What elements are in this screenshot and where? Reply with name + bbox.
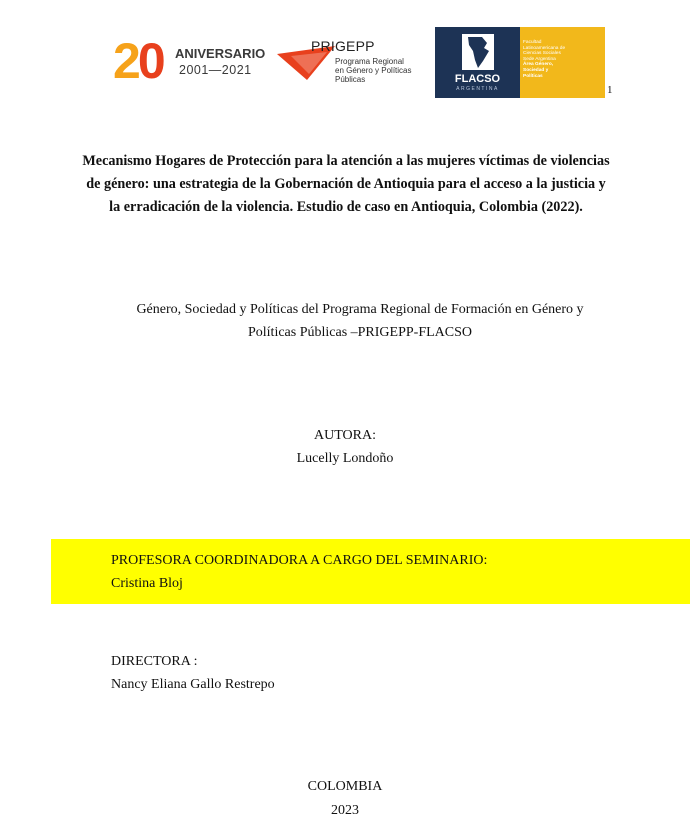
anniversary-logo [113,33,266,90]
coordinator-name: Cristina Bloj [111,576,183,591]
director-block [111,650,275,696]
logo-header [0,0,690,110]
flacso-panel-line: Latinoamericana de [523,45,566,51]
author-block [0,424,690,470]
author-label: AUTORA: [314,428,376,443]
anniversary-years: 2001—2021 [179,63,252,77]
footer-block [0,775,690,823]
flacso-panel-line: Sede Argentina [523,56,556,62]
prigepp-logo [277,40,427,96]
anniversary-two: 2 [113,33,138,89]
flacso-emblem [435,27,520,98]
program-line: Políticas Públicas –PRIGEPP-FLACSO [247,325,473,340]
flacso-panel-line: Sociedad y [523,67,549,73]
page-number: 1 [607,84,613,96]
director-label: DIRECTORA : [111,654,198,669]
flacso-name: FLACSO [454,73,501,85]
prigepp-subtitle-line: Públicas [335,75,366,84]
program-name [90,298,630,344]
flacso-panel-line: Área Género, [523,62,554,68]
coordinator-label: PROFESORA COORDINADORA A CARGO DEL SEMINARIO: [111,553,488,568]
anniversary-word: ANIVERSARIO [175,46,266,61]
flacso-logo [435,27,605,98]
coordinator-block [111,549,487,595]
flacso-panel [520,27,605,98]
author-name: Lucelly Londoño [296,451,394,466]
director-name: Nancy Eliana Gallo Restrepo [111,677,275,692]
flacso-panel-line: Políticas [523,73,543,79]
flacso-panel-line: Facultad [523,40,542,45]
footer-country: COLOMBIA [307,779,383,794]
anniversary-number [113,32,163,90]
document-title [60,150,632,219]
prigepp-subtitle [335,57,430,84]
flacso-country: ARGENTINA [456,86,499,92]
flacso-map-icon [462,34,494,70]
flacso-panel-text [523,40,565,79]
footer-year: 2023 [331,803,359,818]
prigepp-name: PRIGEPP [311,38,375,54]
flacso-panel-line: Ciencias Sociales [523,51,561,57]
prigepp-subtitle-line: Programa Regional [335,57,404,66]
prigepp-subtitle-line: en Género y Políticas [335,66,412,75]
title-line: la erradicación de la violencia. Estudio de caso en Antioquia, Colombia (2022). [109,199,583,215]
title-line: de género: una estrategia de la Gobernación de Antioquia para el acceso a la justicia y [86,176,606,192]
title-line: Mecanismo Hogares de Protección para la atención a las mujeres víctimas de violencias [82,153,610,169]
anniversary-zero: 0 [137,33,163,89]
program-line: Género, Sociedad y Políticas del Programa Regional de Formación en Género y [136,302,584,317]
